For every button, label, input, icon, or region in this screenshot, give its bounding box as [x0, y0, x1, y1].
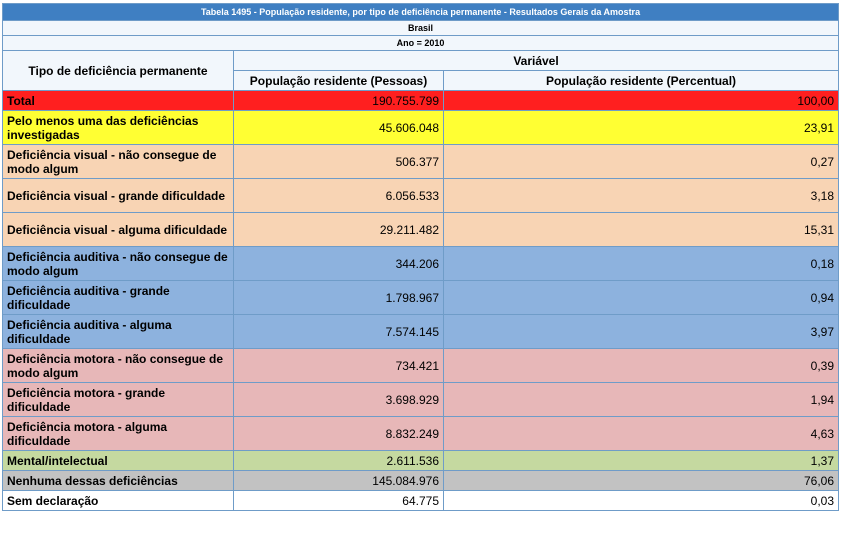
pessoas-cell: 1.798.967	[234, 281, 444, 315]
table-row	[3, 451, 839, 471]
table-row	[3, 111, 839, 145]
data-table	[2, 3, 839, 511]
row-label: Deficiência motora - grande dificuldade	[3, 383, 234, 417]
table-row	[3, 281, 839, 315]
percentual-cell: 0,03	[444, 491, 839, 511]
variable-header: Variável	[234, 51, 839, 71]
percentual-cell: 1,94	[444, 383, 839, 417]
column-header-percentual: População residente (Percentual)	[444, 71, 839, 91]
table-title-row	[3, 4, 839, 21]
column-header-pessoas: População residente (Pessoas)	[234, 71, 444, 91]
pessoas-cell: 734.421	[234, 349, 444, 383]
data-table-container	[2, 3, 838, 511]
table-title: Tabela 1495 - População residente, por tipo de deficiência permanente - Resultados Gerais da Amostra	[3, 4, 839, 21]
year-row	[3, 36, 839, 51]
row-label: Deficiência visual - grande dificuldade	[3, 179, 234, 213]
row-label: Total	[3, 91, 234, 111]
percentual-cell: 15,31	[444, 213, 839, 247]
region-label: Brasil	[3, 21, 839, 36]
pessoas-cell: 29.211.482	[234, 213, 444, 247]
table-row	[3, 383, 839, 417]
year-label: Ano = 2010	[3, 36, 839, 51]
pessoas-cell: 8.832.249	[234, 417, 444, 451]
row-label: Deficiência auditiva - alguma dificuldade	[3, 315, 234, 349]
pessoas-cell: 45.606.048	[234, 111, 444, 145]
pessoas-cell: 145.084.976	[234, 471, 444, 491]
pessoas-cell: 6.056.533	[234, 179, 444, 213]
row-label: Deficiência motora - alguma dificuldade	[3, 417, 234, 451]
region-row	[3, 21, 839, 36]
table-row	[3, 213, 839, 247]
percentual-cell: 0,94	[444, 281, 839, 315]
pessoas-cell: 64.775	[234, 491, 444, 511]
pessoas-cell: 344.206	[234, 247, 444, 281]
pessoas-cell: 7.574.145	[234, 315, 444, 349]
percentual-cell: 23,91	[444, 111, 839, 145]
percentual-cell: 76,06	[444, 471, 839, 491]
pessoas-cell: 190.755.799	[234, 91, 444, 111]
percentual-cell: 3,18	[444, 179, 839, 213]
percentual-cell: 4,63	[444, 417, 839, 451]
row-header: Tipo de deficiência permanente	[3, 51, 234, 91]
percentual-cell: 0,27	[444, 145, 839, 179]
percentual-cell: 1,37	[444, 451, 839, 471]
row-label: Deficiência visual - alguma dificuldade	[3, 213, 234, 247]
table-row	[3, 349, 839, 383]
percentual-cell: 0,39	[444, 349, 839, 383]
table-row	[3, 471, 839, 491]
row-label: Deficiência auditiva - grande dificuldade	[3, 281, 234, 315]
table-row	[3, 145, 839, 179]
pessoas-cell: 2.611.536	[234, 451, 444, 471]
percentual-cell: 0,18	[444, 247, 839, 281]
table-row	[3, 491, 839, 511]
table-row	[3, 91, 839, 111]
percentual-cell: 100,00	[444, 91, 839, 111]
row-label: Mental/intelectual	[3, 451, 234, 471]
table-row	[3, 179, 839, 213]
row-label: Deficiência auditiva - não consegue de modo algum	[3, 247, 234, 281]
row-label: Nenhuma dessas deficiências	[3, 471, 234, 491]
header-row-variable	[3, 51, 839, 71]
row-label: Deficiência motora - não consegue de modo algum	[3, 349, 234, 383]
table-row	[3, 417, 839, 451]
pessoas-cell: 506.377	[234, 145, 444, 179]
percentual-cell: 3,97	[444, 315, 839, 349]
table-row	[3, 247, 839, 281]
row-label: Deficiência visual - não consegue de modo algum	[3, 145, 234, 179]
pessoas-cell: 3.698.929	[234, 383, 444, 417]
table-row	[3, 315, 839, 349]
row-label: Sem declaração	[3, 491, 234, 511]
row-label: Pelo menos uma das deficiências investigadas	[3, 111, 234, 145]
